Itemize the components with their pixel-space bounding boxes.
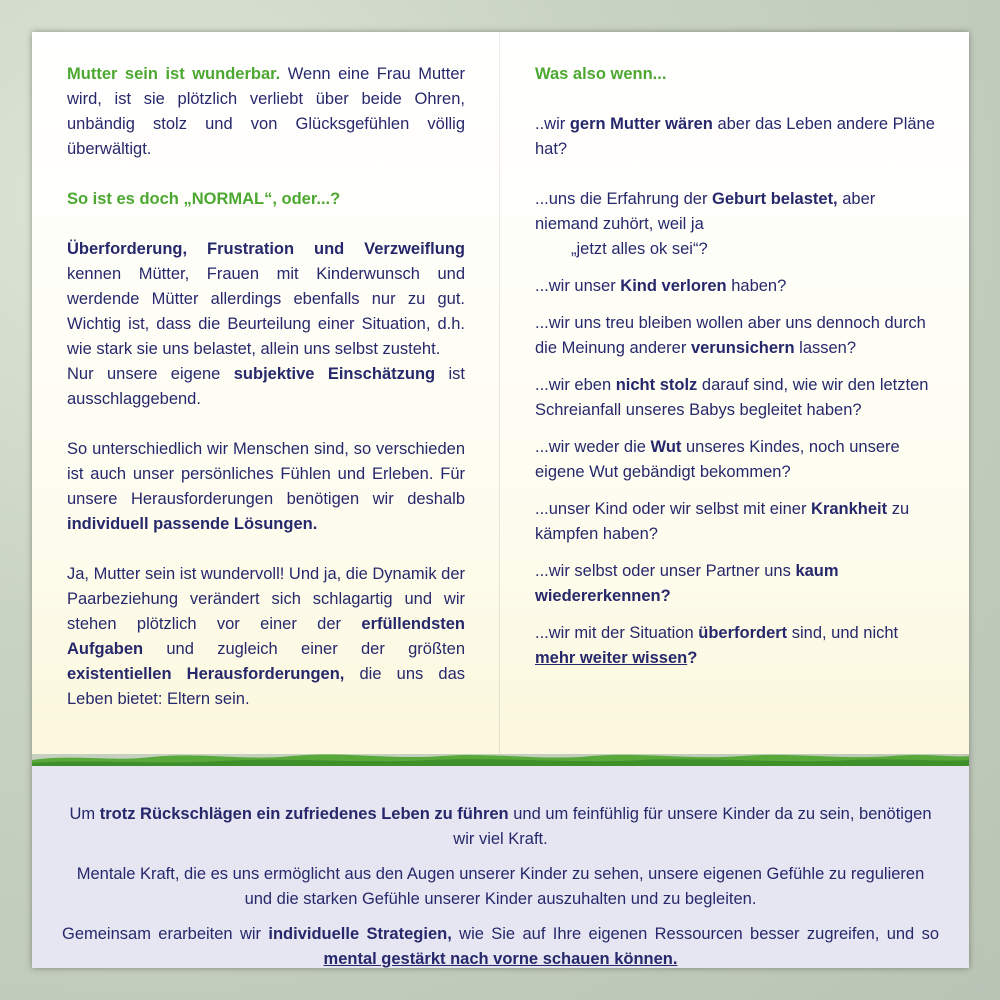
paragraph-individual: So unterschiedlich wir Menschen sind, so verschieden ist auch unser persönliches Fühlen und Erleben. Für unsere Herausforderungen benötigen wir deshalb individuell passende Lösungen. [67,440,465,533]
closing-paragraph-1: Um trotz Rückschlägen ein zufriedenes Leben zu führen und um feinfühlig für unsere Kinder da zu sein, benötigen wir viel Kraft. [69,805,932,848]
right-heading: Was also wenn... [535,65,667,83]
question-item: ...wir selbst oder unser Partner uns kaum wiedererkennen? [535,562,839,605]
question-item: ..wir gern Mutter wären aber das Leben andere Pläne hat? [535,115,935,158]
question-item: ...wir unser Kind verloren haben? [535,277,787,295]
question-item: ...wir eben nicht stolz darauf sind, wie wir den letzten Schreianfall unseres Babys begleitet haben? [535,376,929,419]
closing-paragraph-3: Gemeinsam erarbeiten wir individuelle Strategien, wie Sie auf Ihre eigenen Ressourcen besser zugreifen, und so mental gestärkt nach vorne schauen können. [62,925,940,968]
fold-line [499,32,500,754]
section-heading: So ist es doch „NORMAL“, oder...? [67,190,341,208]
underlined-phrase: mehr weiter wissen [535,649,688,667]
intro-paragraph: Mutter sein ist wunderbar. Wenn eine Frau Mutter wird, ist sie plötzlich verliebt über beide Ohren, unbändig stolz und von Glücksgefühlen völlig überwältigt. [67,65,465,158]
closing-paragraph-2: Mentale Kraft, die es uns ermöglicht aus den Augen unserer Kinder zu sehen, unsere eigenen Gefühle zu regulieren und die starken Gefühle unserer Kinder auszuhalten und zu begleiten. [76,865,925,908]
left-column [67,62,465,712]
paragraph-overwhelm: Überforderung, Frustration und Verzweiflung kennen Mütter, Frauen mit Kinderwunsch und werdende Mütter allerdings ebenfalls nur zu gut. Wichtig ist, dass die Beurteilung einer Situation, d.h. wie stark sie uns belastet, allein uns selbst zusteht. [67,240,465,358]
question-item: ...unser Kind oder wir selbst mit einer Krankheit zu kämpfen haben? [535,500,910,543]
lower-panel [32,760,969,968]
grass-divider [32,744,969,770]
closing-text [62,802,939,968]
intro-heading: Mutter sein ist wunderbar. [67,65,281,83]
question-item: ...wir uns treu bleiben wollen aber uns dennoch durch die Meinung anderer verunsichern lassen? [535,314,926,357]
brochure-page [32,32,969,968]
question-item: ...uns die Erfahrung der Geburt belastet, aber niemand zuhört, weil ja „jetzt alles ok sei“? [535,190,876,258]
paragraph-subjective: Nur unsere eigene subjektive Einschätzung ist ausschlaggebend. [67,365,465,408]
closing-underlined-phrase: mental gestärkt nach vorne schauen können. [323,950,678,968]
question-item: ...wir weder die Wut unseres Kindes, noch unsere eigene Wut gebändigt bekommen? [535,438,900,481]
right-column [535,62,935,671]
paragraph-parenthood: Ja, Mutter sein ist wundervoll! Und ja, die Dynamik der Paarbeziehung verändert sich schlagartig und wir stehen plötzlich vor einer der erfüllendsten Aufgaben und zugleich einer der größten existentiellen Herausforderungen, die uns das Leben bietet: Eltern sein. [67,565,465,708]
question-item: ...wir mit der Situation überfordert sind, und nicht mehr weiter wissen? [535,624,899,667]
